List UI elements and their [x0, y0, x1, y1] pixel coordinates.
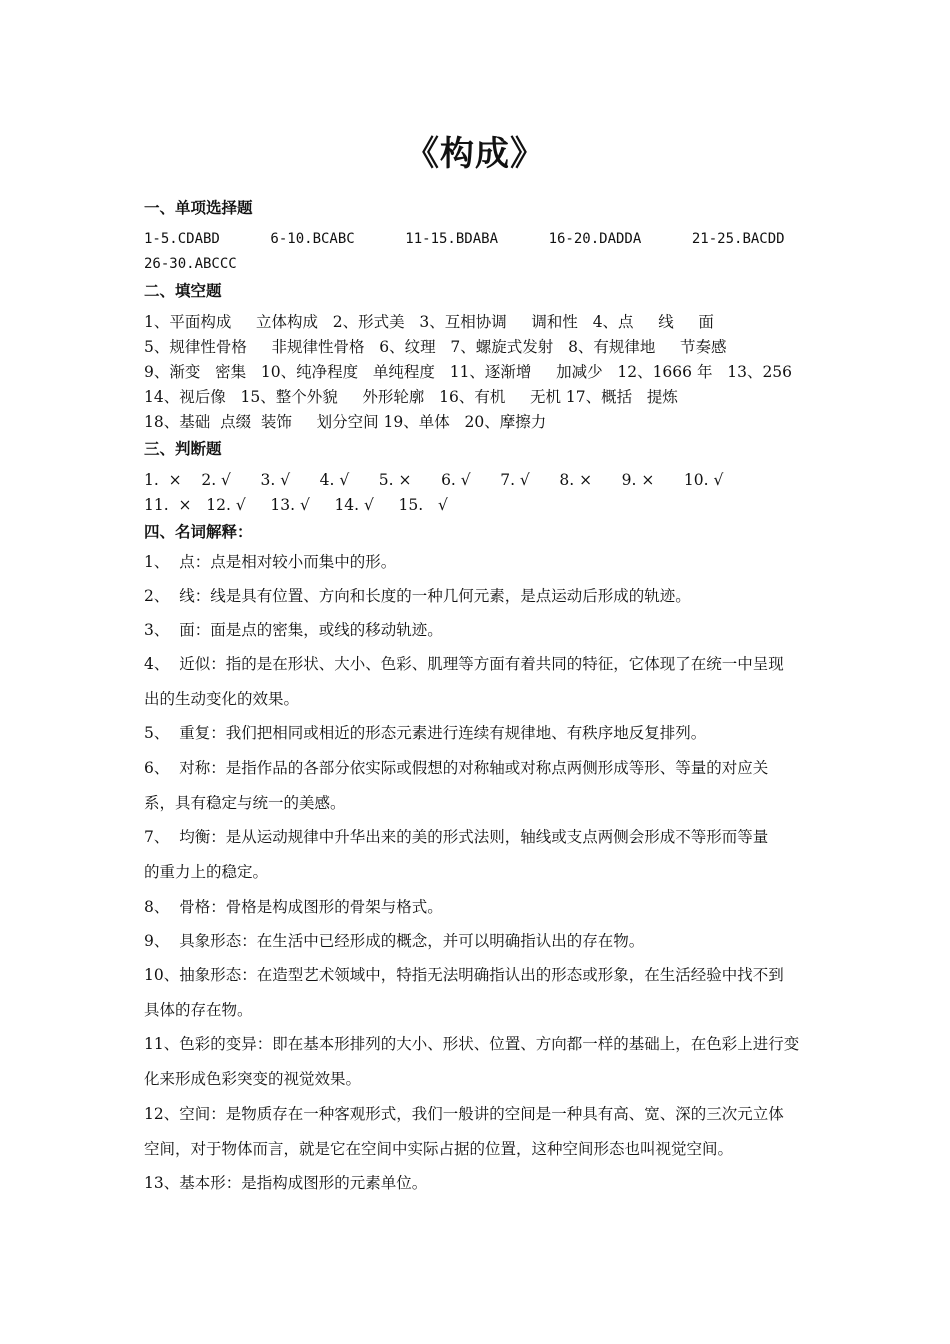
term-definition-line: 的重力上的稳定。 [144, 863, 269, 881]
term-definition-line: 化来形成色彩突变的视觉效果。 [144, 1070, 362, 1088]
fill-answers-line: 18、基础 点缀 装饰 划分空间 19、单体 20、摩擦力 [144, 413, 547, 431]
fill-answers-line: 1、平面构成 立体构成 2、形式美 3、互相协调 调和性 4、点 线 面 [144, 313, 714, 331]
section-heading-terms: 四、名词解释： [144, 523, 253, 541]
term-definition-line: 13、基本形：是指构成图形的元素单位。 [144, 1174, 428, 1192]
term-definition-line: 1、 点：点是相对较小而集中的形。 [144, 553, 397, 571]
section-heading-fill: 二、填空题 [144, 282, 222, 300]
fill-answers-line: 14、视后像 15、整个外貌 外形轮廓 16、有机 无机 17、概括 提炼 [144, 388, 678, 406]
term-definition-line: 出的生动变化的效果。 [144, 690, 300, 708]
term-definition-line: 5、 重复：我们把相同或相近的形态元素进行连续有规律地、有秩序地反复排列。 [144, 724, 707, 742]
term-definition-line: 4、 近似：指的是在形状、大小、色彩、肌理等方面有着共同的特征，它体现了在统一中呈现 [144, 655, 784, 673]
judge-answers-line: 11. × 12. √ 13. √ 14. √ 15. √ [144, 496, 448, 514]
choice-answers-line: 26-30.ABCCC [144, 256, 237, 272]
fill-answers-line: 5、规律性骨格 非规律性骨格 6、纹理 7、螺旋式发射 8、有规律地 节奏感 [144, 338, 727, 356]
term-definition-line: 8、 骨格：骨格是构成图形的骨架与格式。 [144, 898, 443, 916]
term-definition-line: 系，具有稳定与统一的美感。 [144, 794, 346, 812]
document-title: 《构成》 [405, 134, 545, 174]
section-heading-choice: 一、单项选择题 [144, 199, 253, 217]
term-definition-line: 12、空间：是物质存在一种客观形式，我们一般讲的空间是一种具有高、宽、深的三次元立体 [144, 1105, 784, 1123]
term-definition-line: 11、色彩的变异：即在基本形排列的大小、形状、位置、方向都一样的基础上，在色彩上进行变 [144, 1035, 800, 1053]
term-definition-line: 2、 线：线是具有位置、方向和长度的一种几何元素，是点运动后形成的轨迹。 [144, 587, 691, 605]
section-heading-judge: 三、判断题 [144, 440, 222, 458]
term-definition-line: 10、抽象形态：在造型艺术领域中，特指无法明确指认出的形态或形象，在生活经验中找不到 [144, 966, 784, 984]
term-definition-line: 7、 均衡：是从运动规律中升华出来的美的形式法则，轴线或支点两侧会形成不等形而等量 [144, 828, 769, 846]
term-definition-line: 具体的存在物。 [144, 1001, 253, 1019]
term-definition-line: 6、 对称：是指作品的各部分依实际或假想的对称轴或对称点两侧形成等形、等量的对应关 [144, 759, 769, 777]
term-definition-line: 3、 面：面是点的密集，或线的移动轨迹。 [144, 621, 443, 639]
choice-answers-line: 1-5.CDABD 6-10.BCABC 11-15.BDABA 16-20.DADDA 21-25.BACDD [144, 231, 785, 247]
fill-answers-line: 9、渐变 密集 10、纯净程度 单纯程度 11、逐渐增 加减少 12、1666 年 13、256 [144, 363, 793, 381]
term-definition-line: 空间，对于物体而言，就是它在空间中实际占据的位置，这种空间形态也叫视觉空间。 [144, 1140, 734, 1158]
term-definition-line: 9、 具象形态：在生活中已经形成的概念，并可以明确指认出的存在物。 [144, 932, 645, 950]
judge-answers-line: 1. × 2. √ 3. √ 4. √ 5. × 6. √ 7. √ 8. × 9. × 10. √ [144, 471, 724, 489]
